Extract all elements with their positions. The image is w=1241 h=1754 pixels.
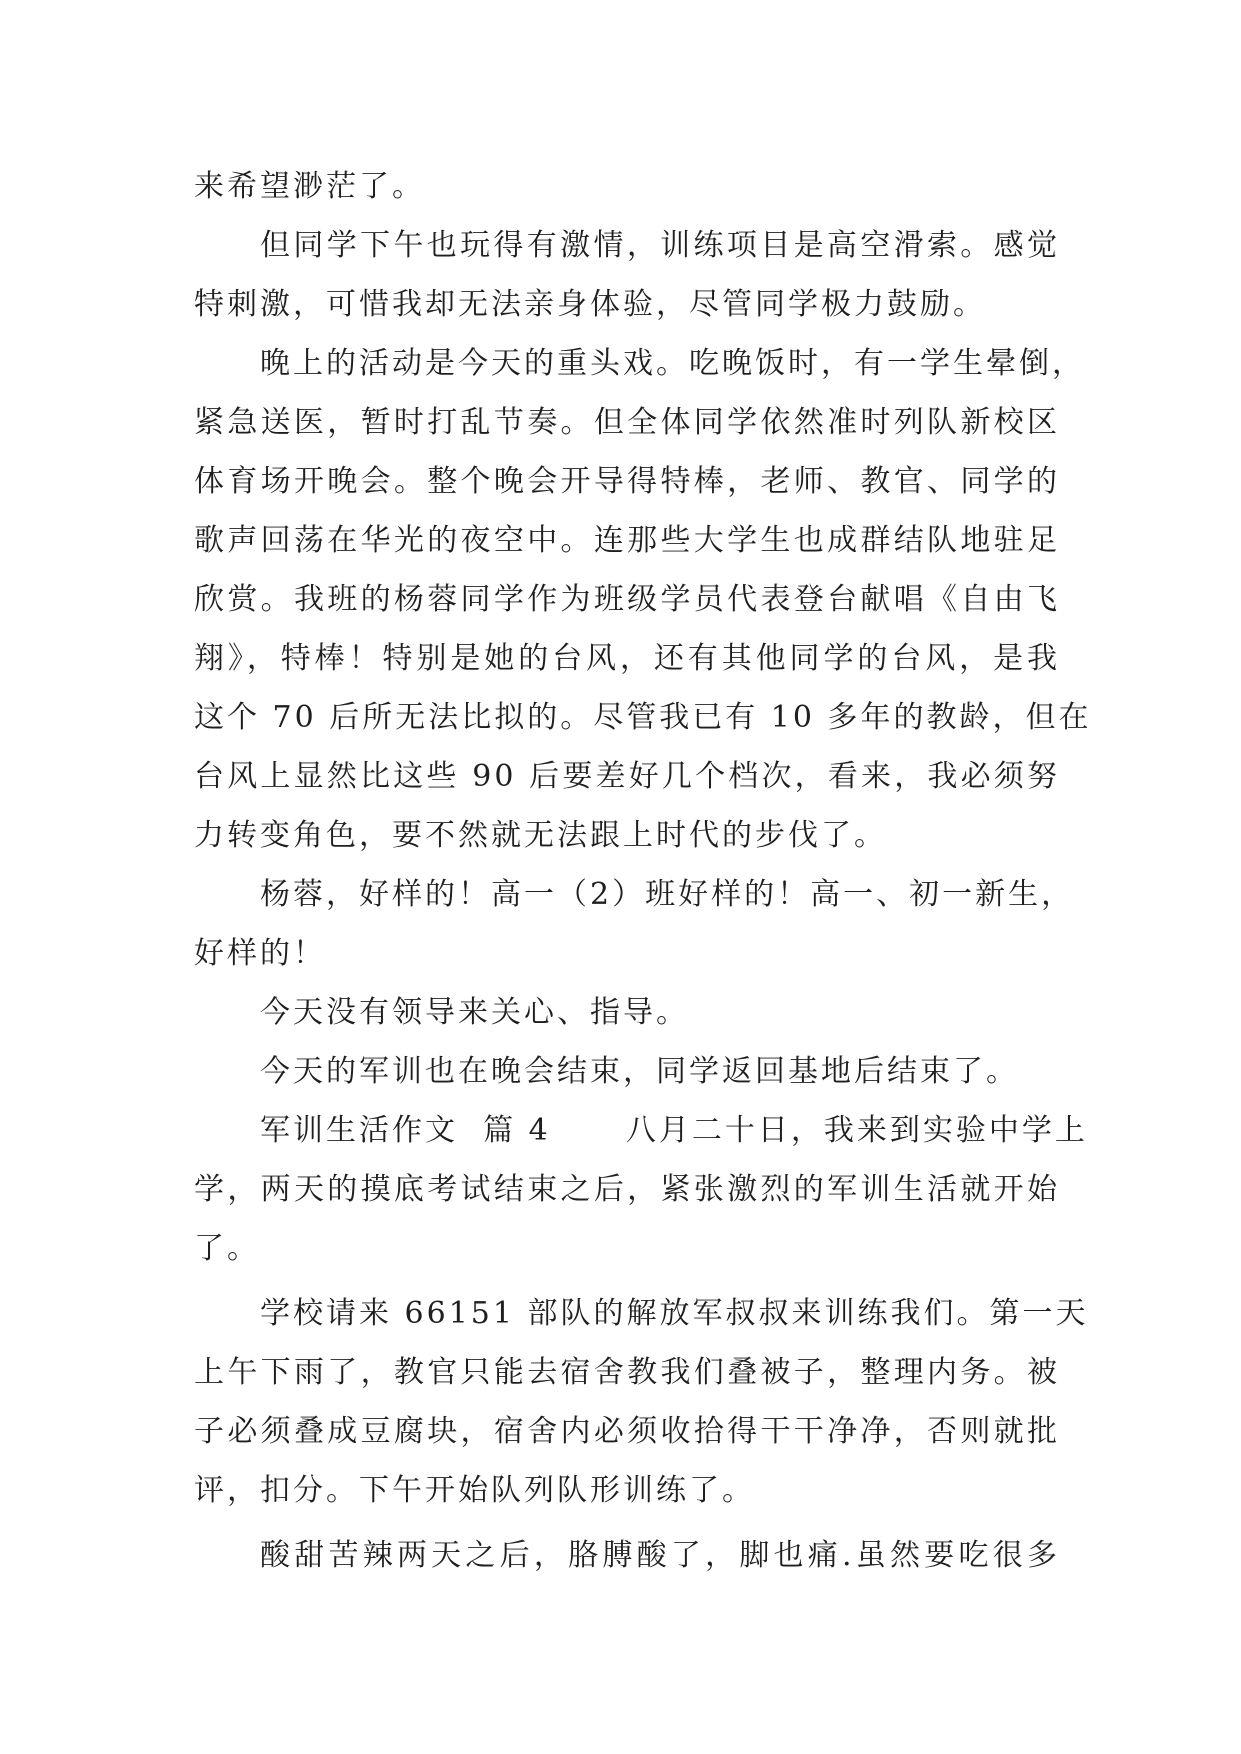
text-line: 学，两天的摸底考试结束之后，紧张激烈的军训生活就开始 [194,1172,1060,1207]
paragraph [194,1526,1060,1585]
text-line: 上午下雨了，教官只能去宿舍教我们叠被子，整理内务。被 [194,1355,1060,1390]
body-text [194,157,1092,1585]
paragraph [194,983,1060,1042]
text-line: 来希望渺茫了。 [194,169,425,204]
text-line: 体育场开晚会。整个晚会开导得特棒，老师、教官、同学的 [194,464,1060,499]
text-line: 评，扣分。下午开始队列队形训练了。 [194,1473,755,1508]
text-line: 晚上的活动是今天的重头戏。吃晚饭时，有一学生晕倒， [260,346,1085,381]
paragraph [194,1284,1089,1520]
text-line: 了。 [194,1231,260,1266]
paragraph [194,157,1060,216]
text-line: 学校请来 66151 部队的解放军叔叔来训练我们。第一天 [260,1296,1089,1331]
text-line: 但同学下午也玩得有激情，训练项目是高空滑索。感觉 [260,228,1060,263]
paragraph [194,216,1060,334]
text-line: 紧急送医，暂时打乱节奏。但全体同学依然准时列队新校区 [194,405,1060,440]
text-line: 特刺激，可惜我却无法亲身体验，尽管同学极力鼓励。 [194,287,986,322]
text-line: 好样的！ [194,936,326,971]
text-line: 杨蓉，好样的！高一（2）班好样的！高一、初一新生， [260,877,1075,912]
text-line: 台风上显然比这些 90 后要差好几个档次，看来，我必须努 [194,759,1060,794]
paragraph [194,865,1075,983]
text-line: 歌声回荡在华光的夜空中。连那些大学生也成群结队地驻足 [194,523,1060,558]
paragraph [194,1042,1060,1101]
paragraph [194,334,1092,865]
text-line: 力转变角色，要不然就无法跟上时代的步伐了。 [194,818,887,853]
paragraph [194,1101,1088,1278]
text-line: 今天的军训也在晚会结束，同学返回基地后结束了。 [260,1054,1019,1089]
text-line: 翔》，特棒！特别是她的台风，还有其他同学的台风，是我 [194,641,1060,676]
text-line: 酸甜苦辣两天之后，胳膊酸了，脚也痛.虽然要吃很多 [260,1538,1060,1573]
text-line: 这个 70 后所无法比拟的。尽管我已有 10 多年的教龄，但在 [194,700,1092,735]
text-line: 今天没有领导来关心、指导。 [260,995,689,1030]
text-line: 军训生活作文 篇 4 八月二十日，我来到实验中学上 [260,1113,1088,1148]
text-line: 子必须叠成豆腐块，宿舍内必须收拾得干干净净，否则就批 [194,1414,1060,1449]
text-line: 欣赏。我班的杨蓉同学作为班级学员代表登台献唱《自由飞 [194,582,1060,617]
